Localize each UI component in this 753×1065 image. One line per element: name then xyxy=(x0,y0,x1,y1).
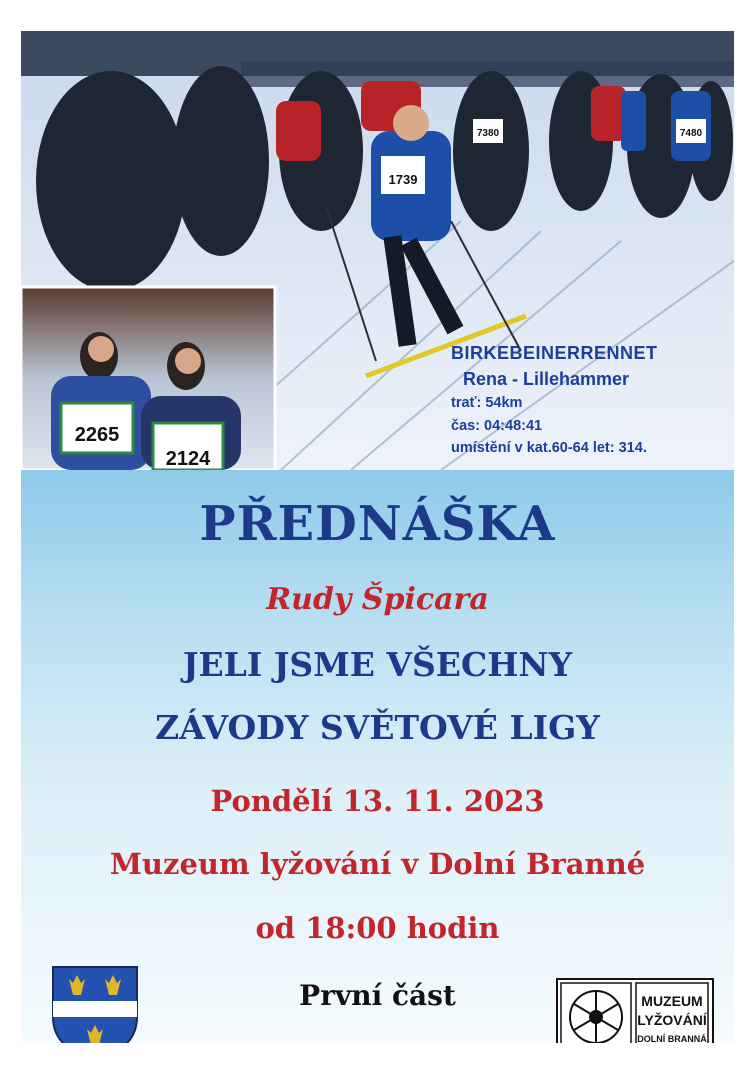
race-name: BIRKEBEINERRENNET xyxy=(451,343,658,363)
bib-number-right: 2124 xyxy=(165,448,211,470)
race-placement: umístění v kat.60-64 let: 314. xyxy=(451,440,647,456)
bib-number-back2: 7480 xyxy=(679,128,703,139)
speaker-name: Rudy Špicara xyxy=(266,582,489,617)
museum-logo-line1: MUZEUM xyxy=(641,993,703,1009)
lecture-heading: PŘEDNÁŠKA xyxy=(199,496,556,552)
inset-photo xyxy=(21,287,275,470)
race-time: čas: 04:48:41 xyxy=(451,417,543,434)
topic-line-1: JELI JSME VŠECHNY xyxy=(182,645,573,684)
bib-number-main: 1739 xyxy=(388,172,418,187)
ski-race-photo xyxy=(21,31,734,470)
bib-number-left: 2265 xyxy=(74,424,120,446)
museum-logo-line2: LYŽOVÁNÍ xyxy=(637,1012,707,1028)
race-caption xyxy=(451,344,658,456)
race-route: Rena - Lillehammer xyxy=(463,369,630,389)
event-poster xyxy=(21,31,734,1043)
event-venue: Muzeum lyžování v Dolní Branné xyxy=(109,847,646,881)
event-part: První část xyxy=(299,979,456,1012)
museum-logo xyxy=(556,978,714,1043)
museum-logo-line3: DOLNÍ BRANNÁ xyxy=(637,1034,707,1043)
event-time: od 18:00 hodin xyxy=(255,911,500,945)
race-distance: trať: 54km xyxy=(451,395,523,411)
municipal-coat-of-arms-icon xyxy=(51,965,139,1043)
bib-number-back1: 7380 xyxy=(476,128,500,139)
poster-text-panel xyxy=(21,470,734,1043)
topic-line-2: ZÁVODY SVĚTOVÉ LIGY xyxy=(155,708,600,747)
event-date: Pondělí 13. 11. 2023 xyxy=(210,784,545,818)
